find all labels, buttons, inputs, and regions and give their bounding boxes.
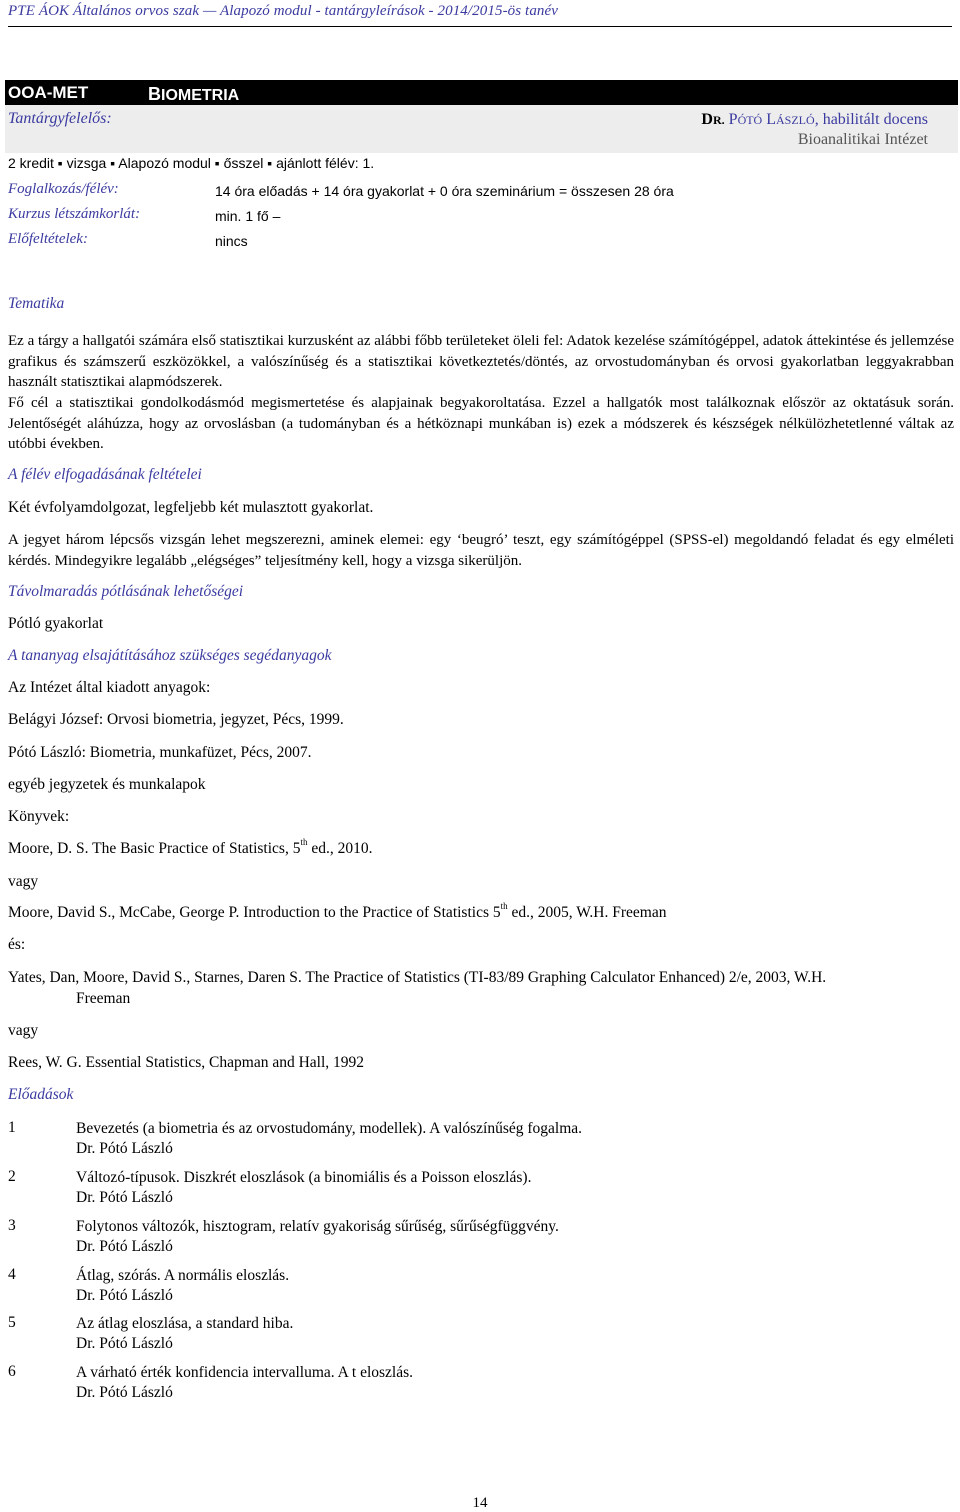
heading-acceptance: A félév elfogadásának feltételei: [8, 466, 202, 483]
responsible-person: DR. PÓTÓ LÁSZLÓ, habilitált docens Bioanalitikai Intézet: [701, 111, 928, 148]
book-3: Yates, Dan, Moore, David S., Starnes, Daren S. The Practice of Statistics (TI-83/89 Graphing Calculator Enhanced) 2/e, 2003, W.H.: [8, 969, 827, 986]
book-3-continued: Freeman: [76, 990, 131, 1007]
meta-label-capacity: Kurzus létszámkorlát:: [8, 206, 141, 222]
header-rule: [8, 26, 952, 27]
responsible-label: Tantárgyfelelős:: [8, 110, 112, 127]
meta-label-prereq: Előfeltételek:: [8, 231, 88, 247]
running-header: PTE ÁOK Általános orvos szak — Alapozó modul - tantárgyleírások - 2014/2015-ös tanév: [8, 3, 559, 19]
heading-absence: Távolmaradás pótlásának lehetőségei: [8, 583, 244, 600]
lecture-item: Az átlag eloszlása, a standard hiba. Dr. Pótó László: [76, 1315, 294, 1352]
book-2: Moore, David S., McCabe, George P. Introduction to the Practice of Statistics 5th ed., 2005, W.H. Freeman: [8, 901, 667, 921]
lecture-number: 6: [8, 1363, 16, 1380]
institute-name: Bioanalitikai Intézet: [797, 131, 928, 148]
material-item-2: Pótó László: Biometria, munkafüzet, Pécs, 2007.: [8, 744, 312, 761]
lecture-number: 2: [8, 1168, 16, 1185]
lecture-item: Változó-típusok. Diszkrét eloszlások (a binomiális és a Poisson eloszlás). Dr. Pótó László: [76, 1169, 532, 1206]
lecture-item: A várható érték konfidencia intervalluma. A t eloszlás. Dr. Pótó László: [76, 1364, 414, 1401]
heading-lectures: Előadások: [8, 1086, 74, 1103]
tematika-paragraph-1: Ez a tárgy a hallgatói számára első statisztikai kurzusként az alábbi főbb területeket öleli fel: Adatok kezelése számítógéppel, adatok áttekintése és jellemzése grafikus és számszerű eszközökkel, a valószínűség és a statisztikai következtetés/döntés, az orvostudományban és orvosi gyakorlatban leggyakrabban használt statisztikai alapmódszerek.: [8, 333, 955, 390]
meta-value-sessions: 14 óra előadás + 14 óra gyakorlat + 0 óra szeminárium = összesen 28 óra: [215, 183, 674, 199]
lecture-number: 1: [8, 1119, 16, 1136]
page-number: 14: [472, 1495, 488, 1511]
lecture-number: 4: [8, 1266, 16, 1283]
book-separator-and: és:: [8, 936, 26, 953]
lecture-item: Folytonos változók, hisztogram, relatív gyakoriság sűrűség, sűrűségfüggvény. Dr. Pótó László: [76, 1218, 559, 1255]
course-code: OOA-MET: [8, 83, 89, 102]
exam-paragraph: A jegyet három lépcsős vizsgán lehet megszerezni, aminek elemei: egy ‘beugró’ teszt, egy számítógéppel (SPSS-el) megoldandó feladat és egy elméleti kérdés. Mindegyikre legalább „elégséges” teljesítmény kell, hogy a vizsga sikerüljön.: [8, 532, 954, 569]
tematika-paragraph-2: Fő cél a statisztikai gondolkodásmód megismertetése és alapjainak begyakoroltatása. Ezzel a hallgatók most találkoznak először az oktatásuk során. Jelentőségét aláhúzza, hogy az orvoslásban (a tudományban és a hétköznapi munkában is) ezek a módszerek és készségek nélkülözhetetlenné váltak az utóbbi években.: [8, 395, 954, 452]
absence-text: Pótló gyakorlat: [8, 615, 104, 632]
lecture-number: 3: [8, 1217, 16, 1234]
acceptance-text: Két évfolyamdolgozat, legfeljebb két mulasztott gyakorlat.: [8, 499, 374, 516]
material-item-1: Belágyi József: Orvosi biometria, jegyzet, Pécs, 1999.: [8, 711, 344, 728]
course-title: BIOMETRIA: [148, 84, 240, 104]
heading-tematika: Tematika: [8, 295, 65, 312]
meta-label-sessions: Foglalkozás/félév:: [8, 181, 119, 197]
book-4: Rees, W. G. Essential Statistics, Chapman and Hall, 1992: [8, 1054, 365, 1071]
materials-institute-label: Az Intézet által kiadott anyagok:: [8, 679, 211, 696]
book-separator-or-1: vagy: [8, 873, 39, 890]
course-summary: 2 kredit ▪ vizsga ▪ Alapozó modul ▪ ősszel ▪ ajánlott félév: 1.: [8, 155, 375, 171]
heading-materials: A tananyag elsajátításához szükséges segédanyagok: [8, 647, 332, 664]
lecture-item: Átlag, szórás. A normális eloszlás. Dr. Pótó László: [76, 1267, 290, 1304]
lecture-number: 5: [8, 1314, 16, 1331]
lecture-item: Bevezetés (a biometria és az orvostudomány, modellek). A valószínűség fogalma. Dr. Pótó László: [76, 1120, 583, 1157]
meta-value-prereq: nincs: [215, 233, 248, 249]
books-label: Könyvek:: [8, 808, 70, 825]
meta-value-capacity: min. 1 fő –: [215, 208, 281, 224]
book-separator-or-2: vagy: [8, 1022, 39, 1039]
material-item-3: egyéb jegyzetek és munkalapok: [8, 776, 206, 793]
book-1: Moore, D. S. The Basic Practice of Statistics, 5th ed., 2010.: [8, 837, 373, 857]
